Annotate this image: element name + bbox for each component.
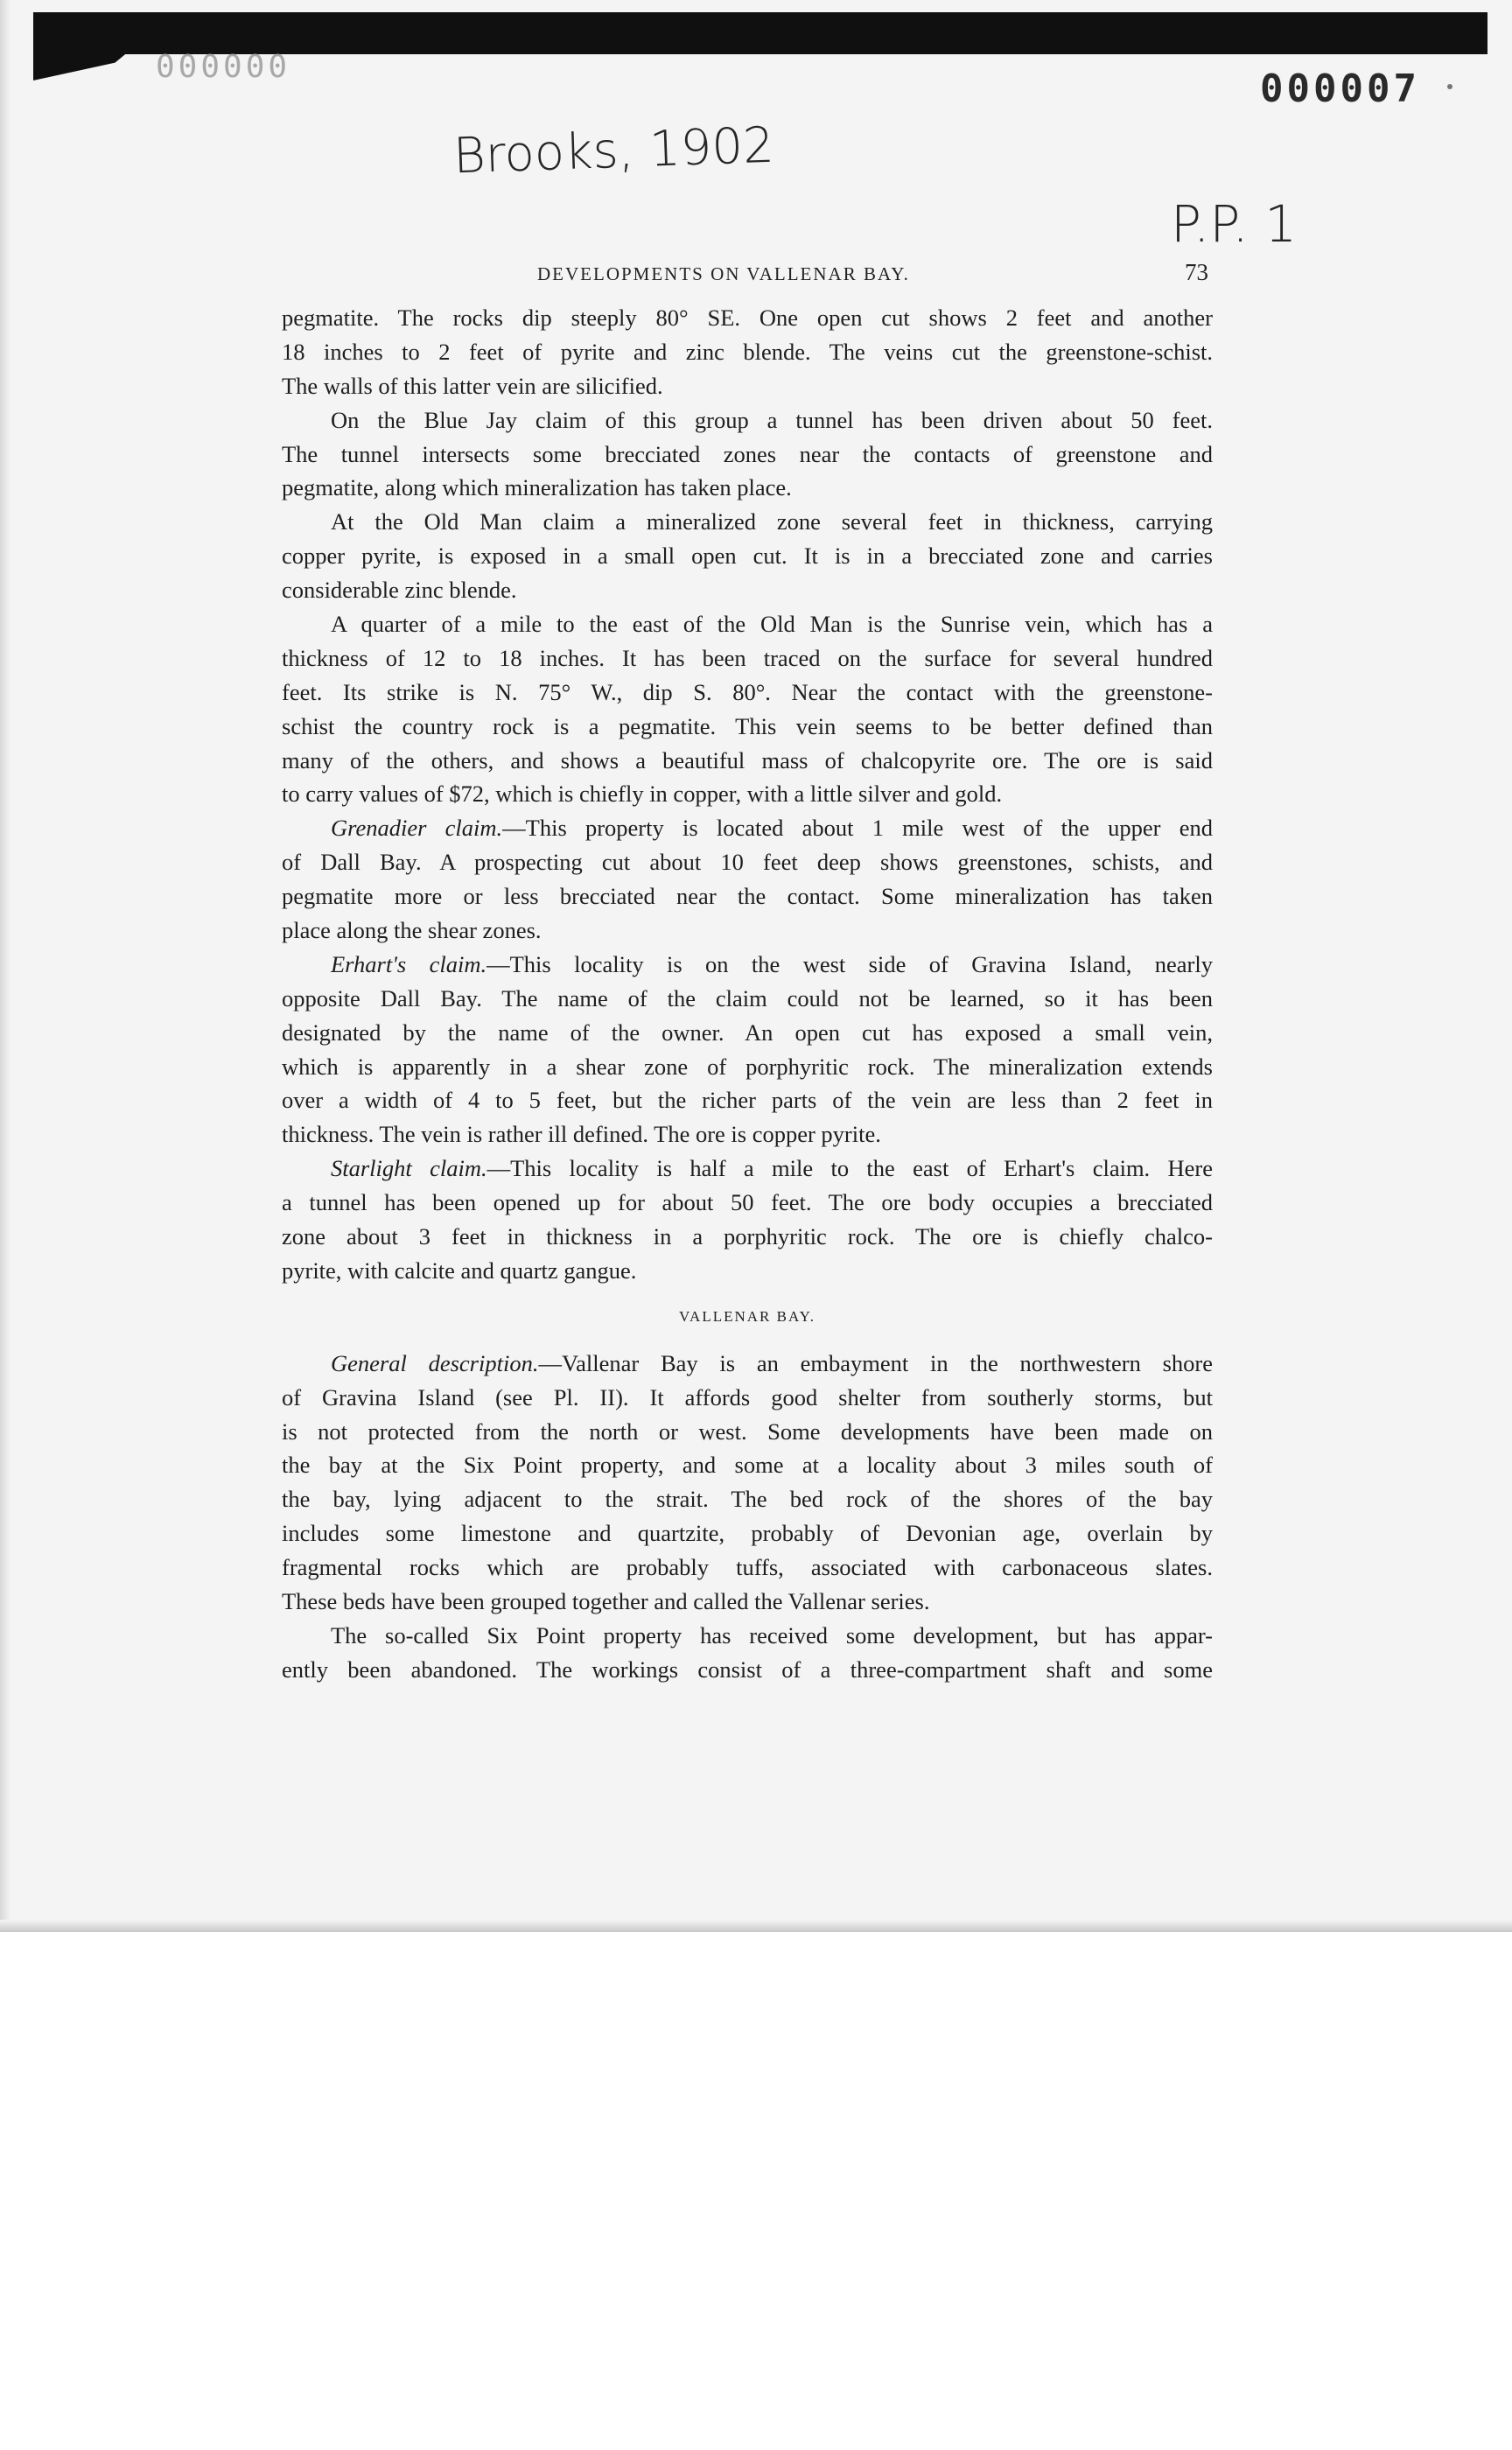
- running-head: DEVELOPMENTS ON VALLENAR BAY.: [537, 263, 910, 284]
- text-line: pyrite, with calcite and quartz gangue.: [282, 1256, 637, 1284]
- text-line: 18 inches to 2 feet of pyrite and zinc blende. The veins cut the greenstone-schist.: [282, 338, 1213, 365]
- text-line: The walls of this latter vein are silicified.: [282, 372, 663, 399]
- scanner-top-bar: [33, 12, 1488, 54]
- text-line: which is apparently in a shear zone of porphyritic rock. The mineralization extends: [282, 1053, 1213, 1080]
- text-line: considerable zinc blende.: [282, 577, 517, 604]
- text-line: fragmental rocks which are probably tuffs, associated with carbonaceous slates.: [282, 1554, 1213, 1581]
- page-left-shadow: [0, 0, 10, 1932]
- handwritten-citation: Brooks, 1902: [452, 116, 775, 186]
- text-line: opposite Dall Bay. The name of the claim could not be learned, so it has been: [282, 984, 1213, 1012]
- text-line: At the Old Man claim a mineralized zone several feet in thickness, carrying: [331, 508, 1213, 536]
- claim-heading-grenadier: Grenadier claim.: [331, 815, 503, 842]
- text-line: [282, 1347, 1213, 1381]
- text-line-rest: —This locality is half a mile to the east of Erhart's claim. Here: [486, 1155, 1214, 1182]
- stamp-number: 000007: [1260, 66, 1420, 111]
- page-number: 73: [1185, 259, 1208, 285]
- text-line: zone about 3 feet in thickness in a porphyritic rock. The ore is chiefly chalco-: [282, 1223, 1213, 1250]
- stamp-dot: [1447, 84, 1452, 89]
- section-heading: VALLENAR BAY.: [678, 1307, 816, 1325]
- text-line: over a width of 4 to 5 feet, but the richer parts of the vein are less than 2 feet in: [282, 1087, 1213, 1114]
- text-line: is not protected from the north or west. Some developments have been made on: [282, 1418, 1213, 1445]
- text-line: pegmatite, along which mineralization has taken place.: [282, 474, 792, 501]
- subsection-heading-general: General description.: [331, 1349, 539, 1376]
- text-line: A quarter of a mile to the east of the Old Man is the Sunrise vein, which has a: [331, 611, 1213, 638]
- text-line: designated by the name of the owner. An open cut has exposed a small vein,: [282, 1018, 1213, 1046]
- text-line: the bay, lying adjacent to the strait. The bed rock of the shores of the bay: [282, 1486, 1213, 1513]
- scanner-top-bar-tab: [33, 51, 130, 80]
- text-line: pegmatite more or less brecciated near the contact. Some mineralization has taken: [282, 883, 1213, 910]
- faint-stamp-number: 000000: [156, 49, 291, 85]
- text-line: of Gravina Island (see Pl. II). It affords good shelter from southerly storms, but: [282, 1383, 1213, 1410]
- claim-heading-erhart: Erhart's claim.: [331, 950, 487, 977]
- text-line: These beds have been grouped together and called the Vallenar series.: [282, 1587, 930, 1614]
- text-line: place along the shear zones.: [282, 917, 542, 944]
- body-text: [282, 301, 1213, 1687]
- text-line: schist the country rock is a pegmatite. This vein seems to be better defined than: [282, 712, 1213, 739]
- text-line: many of the others, and shows a beautiful mass of chalcopyrite ore. The ore is said: [282, 746, 1213, 774]
- page-bottom-edge: [0, 1920, 1512, 1932]
- claim-heading-starlight: Starlight claim.: [331, 1155, 487, 1182]
- text-line: thickness. The vein is rather ill defined. The ore is copper pyrite.: [282, 1121, 881, 1148]
- text-line: pegmatite. The rocks dip steeply 80° SE. One open cut shows 2 feet and another: [282, 304, 1213, 331]
- text-line: On the Blue Jay claim of this group a tunnel has been driven about 50 feet.: [331, 406, 1213, 433]
- text-line-rest: —This locality is on the west side of Gravina Island, nearly: [486, 950, 1213, 977]
- section-spacer: [282, 1288, 1213, 1300]
- text-line: includes some limestone and quartzite, probably of Devonian age, overlain by: [282, 1520, 1213, 1547]
- text-line: [282, 948, 1213, 982]
- text-line: The tunnel intersects some brecciated zones near the contacts of greenstone and: [282, 440, 1213, 467]
- text-line: ently been abandoned. The workings consist of a three-compartment shaft and some: [282, 1656, 1213, 1683]
- handwritten-plate-note: P.P. 1: [1171, 194, 1298, 254]
- text-line: of Dall Bay. A prospecting cut about 10 feet deep shows greenstones, schists, and: [282, 849, 1213, 876]
- text-line: to carry values of $72, which is chiefly in copper, with a little silver and gold.: [282, 780, 1003, 808]
- text-line-rest: —Vallenar Bay is an embayment in the northwestern shore: [538, 1349, 1213, 1376]
- section-spacer: [282, 1334, 1213, 1347]
- text-line: feet. Its strike is N. 75° W., dip S. 80°. Near the contact with the greenstone-: [282, 678, 1213, 705]
- text-line-rest: —This property is located about 1 mile west of the upper end: [502, 815, 1213, 842]
- text-line: a tunnel has been opened up for about 50 feet. The ore body occupies a brecciated: [282, 1189, 1213, 1216]
- text-line: copper pyrite, is exposed in a small open cut. It is in a brecciated zone and carries: [282, 542, 1213, 570]
- text-line: [282, 811, 1213, 845]
- text-line: the bay at the Six Point property, and some at a locality about 3 miles south of: [282, 1452, 1213, 1479]
- text-line: thickness of 12 to 18 inches. It has been traced on the surface for several hundred: [282, 644, 1213, 671]
- text-line: [282, 1152, 1213, 1186]
- text-line: The so-called Six Point property has received some development, but has appar-: [331, 1621, 1213, 1648]
